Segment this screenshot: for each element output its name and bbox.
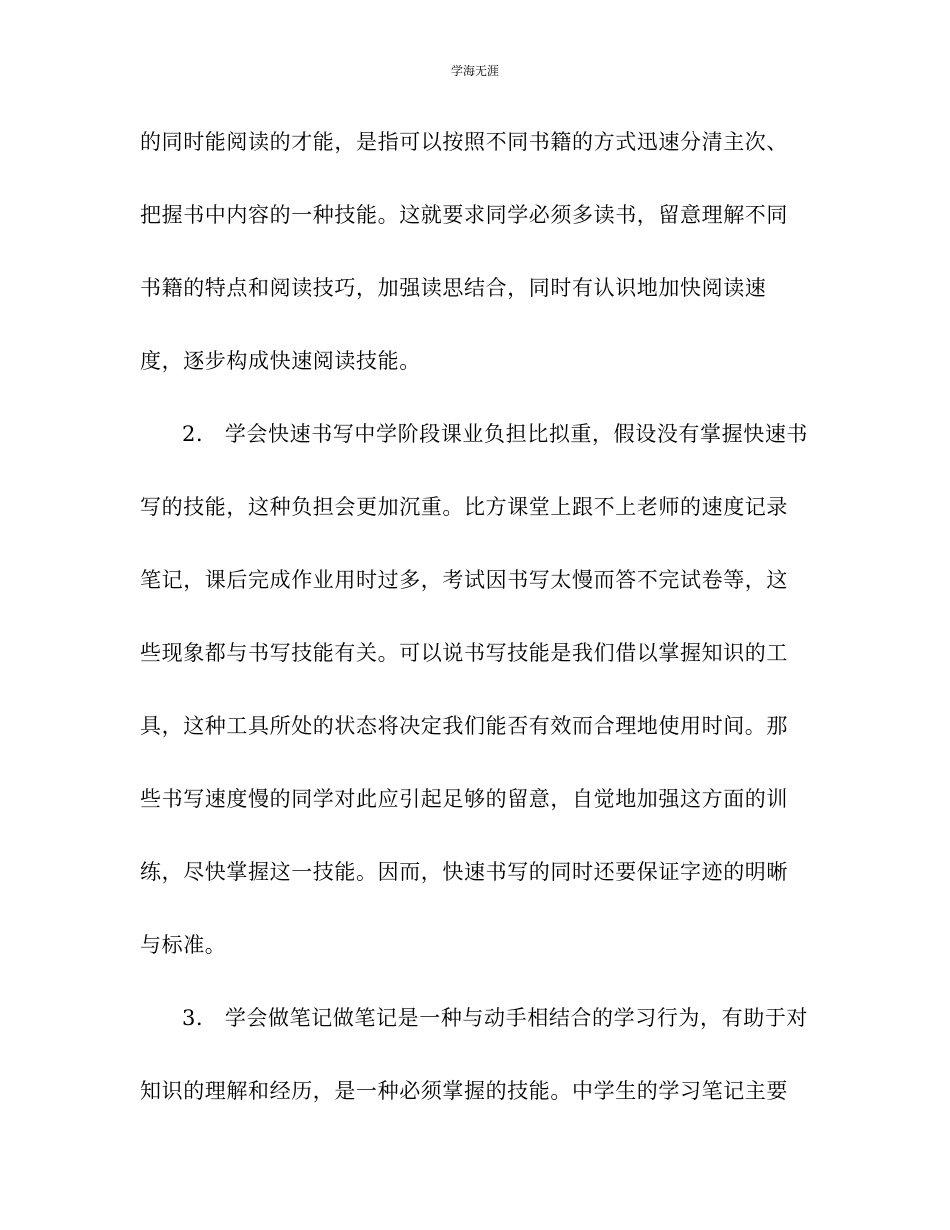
text-line: 把握书中内容的一种技能。这就要求同学必须多读书，留意理解不同 (140, 203, 788, 227)
text-line: 书籍的特点和阅读技巧，加强读思结合，同时有认识地加快阅读速 (140, 276, 767, 300)
text-line: 些书写速度慢的同学对此应引起足够的留意，自觉地加强这方面的训 (140, 787, 788, 811)
text-line: 知识的理解和经历，是一种必须掌握的技能。中学生的学习笔记主要 (140, 1079, 788, 1103)
text-line: 写的技能，这种负担会更加沉重。比方课堂上跟不上老师的速度记录 (140, 495, 788, 519)
text-line: 度，逐步构成快速阅读技能。 (140, 349, 421, 373)
text-line: 笔记，课后完成作业用时过多，考试因书写太慢而答不完试卷等，这 (140, 568, 788, 592)
text-line: 的同时能阅读的才能，是指可以按照不同书籍的方式迅速分清主次、 (140, 130, 788, 154)
text-line: 具，这种工具所处的状态将决定我们能否有效而合理地使用时间。那 (140, 714, 788, 738)
text-line-item-3: 3． 学会做笔记做笔记是一种与动手相结合的学习行为，有助于对 (182, 1006, 809, 1030)
page-header: 学海无涯 (450, 64, 499, 78)
text-line: 与标准。 (140, 933, 227, 957)
text-line: 些现象都与书写技能有关。可以说书写技能是我们借以掌握知识的工 (140, 641, 788, 665)
text-line-item-2: 2． 学会快速书写中学阶段课业负担比拟重，假设没有掌握快速书 (182, 422, 809, 446)
text-line: 练，尽快掌握这一技能。因而，快速书写的同时还要保证字迹的明晰 (140, 860, 788, 884)
